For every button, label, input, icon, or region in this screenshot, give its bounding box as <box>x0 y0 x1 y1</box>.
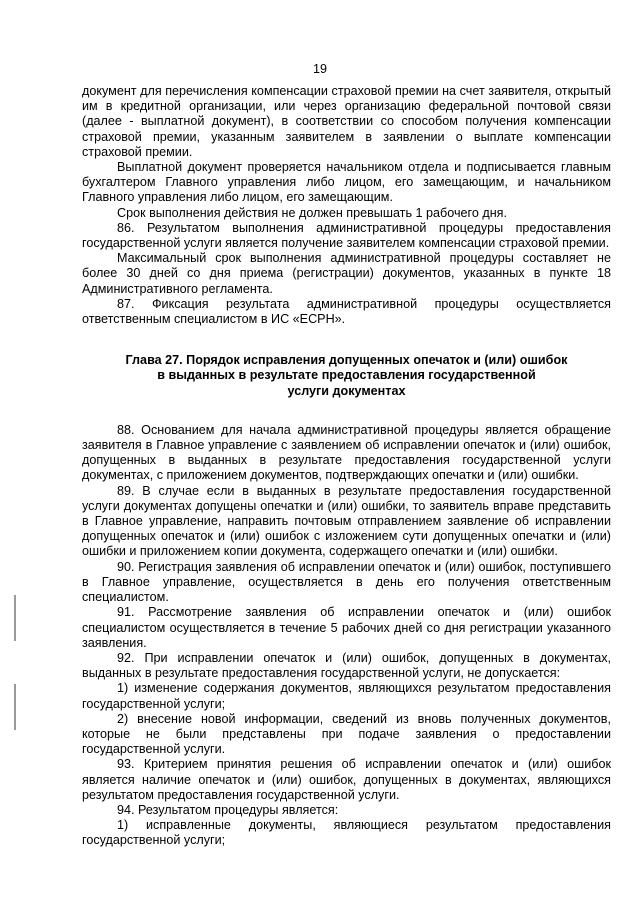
paragraph: Выплатной документ проверяется начальником отдела и подписывается главным бухгалтером Главного управления либо лицом, его замещающим, и начальником Главного управления либо лицом, его замещающим. <box>82 160 611 205</box>
paragraph: 87. Фиксация результата административной процедуры осуществляется ответственным специалистом в ИС «ЕСРН». <box>82 296 611 327</box>
document-body <box>82 84 611 849</box>
scan-margin-mark <box>14 684 16 730</box>
paragraph: 93. Критерием принятия решения об исправлении опечаток и (или) ошибок является наличие опечаток и (или) ошибок, допущенных в документах, являющихся результатом предоставления государственной услуги. <box>82 757 611 802</box>
list-item: 1) исправленные документы, являющиеся результатом предоставления государственной услуги; <box>82 818 611 848</box>
paragraph: 91. Рассмотрение заявления об исправлении опечаток и (или) ошибок специалистом осуществляется в течение 5 рабочих дней со дня регистрации указанного заявления. <box>82 605 611 650</box>
paragraph: 94. Результатом процедуры является: <box>117 802 339 817</box>
chapter-heading-line: услуги документах <box>287 383 406 398</box>
paragraph: 86. Результатом выполнения административной процедуры предоставления государственной услуги является получение заявителем компенсации страховой премии. <box>82 220 611 251</box>
list-item: 1) изменение содержания документов, являющихся результатом предоставления государственной услуги; <box>82 681 611 711</box>
paragraph: 92. При исправлении опечаток и (или) ошибок, допущенных в документах, выданных в результате предоставления государственной услуги, не допускается: <box>82 650 611 681</box>
chapter-heading <box>82 353 611 399</box>
paragraph: документ для перечисления компенсации страховой премии на счет заявителя, открытый им в кредитной организации, или через организацию федеральной почтовой связи (далее - выплатной документ), в соответствии со способом получения компенсации страховой премии, указанным заявителем в заявлении о выплате компенсации страховой премии. <box>82 84 611 159</box>
page-number: 19 <box>312 62 327 76</box>
paragraph: Срок выполнения действия не должен превышать 1 рабочего дня. <box>117 205 507 220</box>
list-item: 2) внесение новой информации, сведений из вновь полученных документов, которые не были представлены при подаче заявления о предоставлении государственной услуги. <box>82 711 611 757</box>
chapter-heading-line: Глава 27. Порядок исправления допущенных опечаток и (или) ошибок <box>125 353 568 368</box>
paragraph: 90. Регистрация заявления об исправлении опечаток и (или) ошибок, поступившего в Главное управление, осуществляется в день его получения ответственным специалистом. <box>82 559 611 605</box>
chapter-heading-line: в выданных в результате предоставления государственной <box>157 368 536 383</box>
paragraph: 88. Основанием для начала административной процедуры является обращение заявителя в Главное управление с заявлением об исправлении опечаток и (или) ошибок, допущенных в выданных в результате предоставления государственной услуги документах, с приложением документов, подтверждающих опечатки и (или) ошибки. <box>82 422 611 483</box>
paragraph: Максимальный срок выполнения административной процедуры составляет не более 30 дней со дня приема (регистрации) документов, указанных в пункте 18 Административного регламента. <box>82 251 611 296</box>
paragraph: 89. В случае если в выданных в результате предоставления государственной услуги документах допущены опечатки и (или) ошибки, то заявитель вправе представить в Главное управление, направить почтовым отправлением заявление об исправлении допущенных опечаток и (или) ошибок с изложением сути допущенных опечатки и (или) ошибки и приложением копии документа, содержащего опечатки и (или) ошибки. <box>82 483 611 559</box>
scan-margin-mark <box>14 595 16 641</box>
